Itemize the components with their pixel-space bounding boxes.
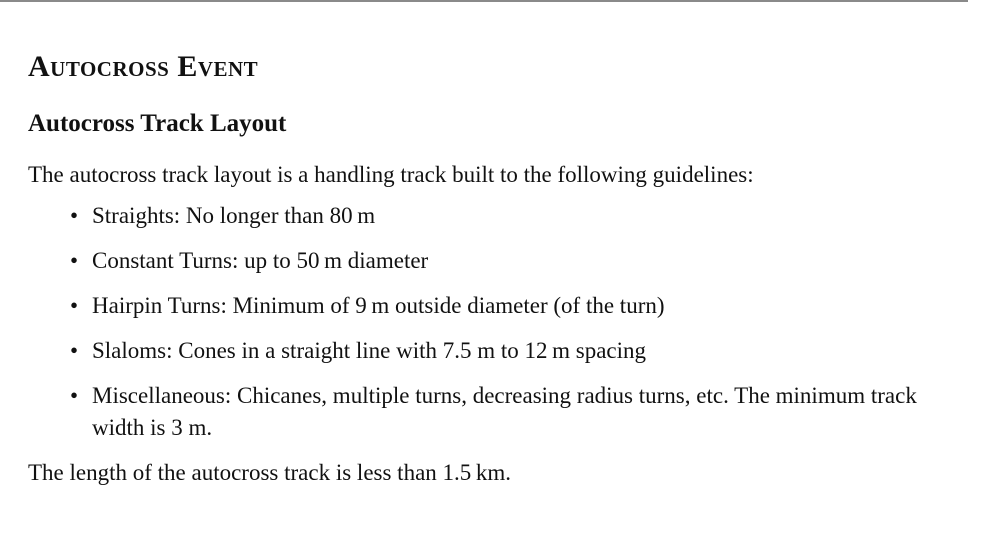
guidelines-list	[28, 200, 973, 444]
bullet-icon: •	[70, 338, 79, 363]
guideline-text: Constant Turns: up to 50 m diameter	[92, 248, 429, 273]
subsection-title: Autocross Track Layout	[28, 110, 287, 137]
intro-paragraph: The autocross track layout is a handling track built to the following guidelines:	[28, 162, 754, 187]
section-title: Autocross Event	[28, 50, 259, 83]
closing-paragraph: The length of the autocross track is less than 1.5 km.	[28, 460, 512, 485]
list-item	[28, 335, 973, 367]
guideline-text: Hairpin Turns: Minimum of 9 m outside diameter (of the turn)	[92, 293, 665, 318]
guideline-text: Slaloms: Cones in a straight line with 7.5 m to 12 m spacing	[92, 338, 647, 363]
bullet-icon: •	[70, 248, 79, 273]
list-item	[28, 245, 973, 277]
bullet-icon: •	[70, 293, 79, 318]
bullet-icon: •	[70, 383, 79, 408]
list-item	[28, 200, 973, 232]
guideline-text: Miscellaneous: Chicanes, multiple turns, decreasing radius turns, etc. The minimum track width is 3 m.	[92, 383, 917, 440]
guideline-text: Straights: No longer than 80 m	[92, 203, 376, 228]
list-item	[28, 380, 973, 444]
bullet-icon: •	[70, 203, 79, 228]
list-item	[28, 290, 973, 322]
document-body	[28, 50, 973, 488]
top-divider	[0, 0, 968, 2]
